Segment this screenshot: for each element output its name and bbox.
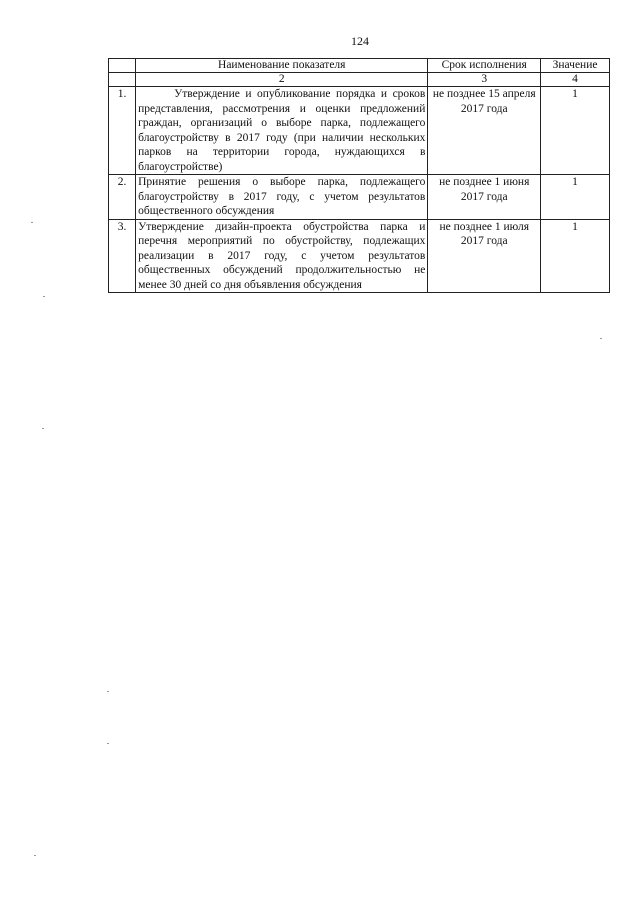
table-column-numbers-row: [109, 73, 610, 87]
column-number-2: 2: [136, 73, 428, 87]
scan-speck: [107, 743, 109, 744]
row-deadline: не позднее 1 июня 2017 года: [428, 175, 541, 220]
scan-speck: [34, 855, 36, 856]
table-row: [109, 87, 610, 175]
table-header-row: [109, 59, 610, 73]
column-number-1: [109, 73, 136, 87]
row-indicator-name: Утверждение дизайн-проекта обустройства парка и перечня мероприятий по обустройству, подлежащих реализации в 2017 году, с учетом результатов общественных обсуждений продолжительностью не менее 30 дней со дня объявления обсуждения: [136, 219, 428, 293]
row-indicator-name: Принятие решения о выборе парка, подлежащего благоустройству в 2017 году, с учетом результатов общественного обсуждения: [136, 175, 428, 220]
header-number: [109, 59, 136, 73]
scan-speck: [43, 296, 45, 297]
table-row: [109, 175, 610, 220]
scan-speck: [107, 691, 109, 692]
scan-speck: [600, 338, 602, 339]
row-indicator-text: Утверждение и опубликование порядка и сроков представления, рассмотрения и оценки предложений граждан, организаций о выборе парка, подлежащего благоустройству в 2017 году (при наличии нескольких парков на территории города, нуждающихся в благоустройстве): [138, 88, 426, 173]
column-number-4: 4: [541, 73, 610, 87]
row-number: 1.: [109, 87, 136, 175]
header-indicator-name: Наименование показателя: [136, 59, 428, 73]
row-value: 1: [541, 175, 610, 220]
row-deadline: не позднее 15 апреля 2017 года: [428, 87, 541, 175]
column-number-3: 3: [428, 73, 541, 87]
scan-speck: [31, 222, 33, 223]
header-deadline: Срок исполнения: [428, 59, 541, 73]
row-value: 1: [541, 87, 610, 175]
row-indicator-name: [136, 87, 428, 175]
header-value: Значение: [541, 59, 610, 73]
row-value: 1: [541, 219, 610, 293]
scan-speck: [42, 428, 44, 429]
indicator-table: [108, 58, 610, 293]
row-deadline: не позднее 1 июля 2017 года: [428, 219, 541, 293]
page-number: 124: [351, 34, 369, 48]
row-number: 2.: [109, 175, 136, 220]
row-number: 3.: [109, 219, 136, 293]
table-row: [109, 219, 610, 293]
